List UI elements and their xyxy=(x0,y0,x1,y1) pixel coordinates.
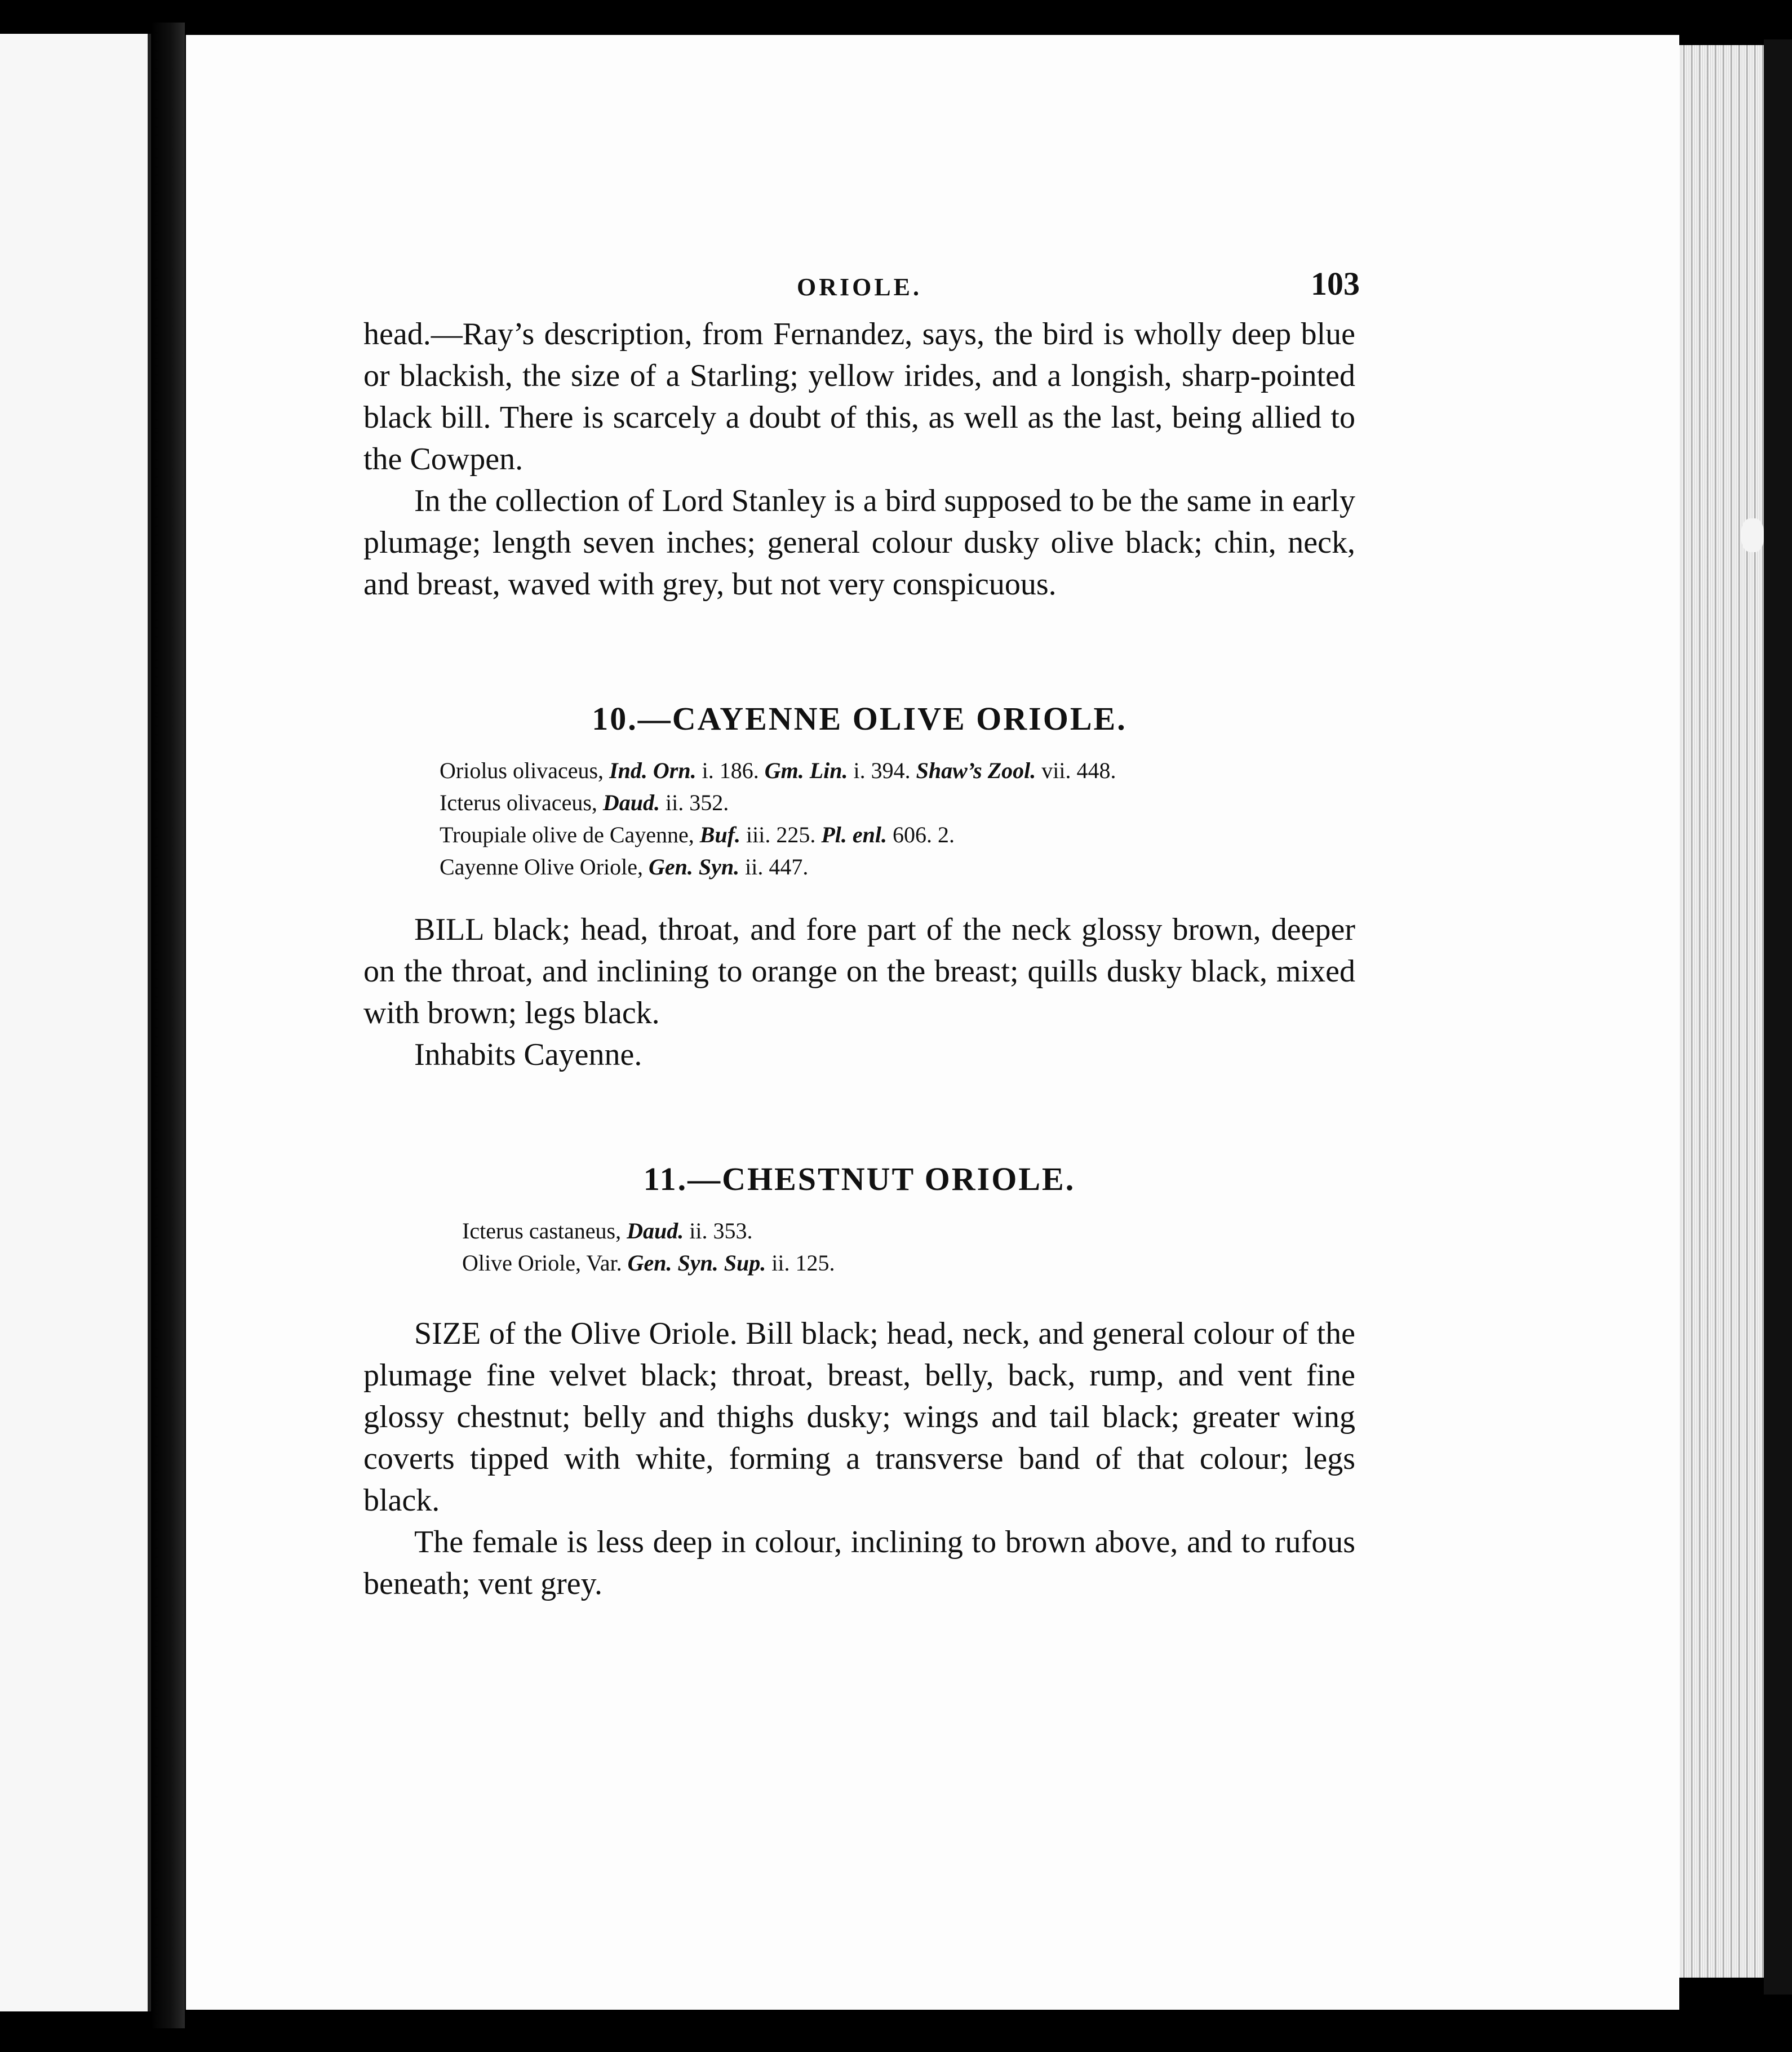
synonym-line: Olive Oriole, Var. Gen. Syn. Sup. ii. 125. xyxy=(462,1250,835,1276)
synonym-line: Icterus castaneus, Daud. ii. 353. xyxy=(462,1218,753,1243)
section-heading: 11.—CHESTNUT ORIOLE. xyxy=(643,1161,1076,1197)
synonym-line: Troupiale olive de Cayenne, Buf. iii. 225. Pl. enl. 606. 2. xyxy=(440,822,955,847)
paragraph: BILL black; head, throat, and fore part of the neck glossy brown, deeper on the throat, and inclining to orange on the breast; quills dusky black, mixed with brown; legs black. xyxy=(363,912,1355,1031)
paragraph: Inhabits Cayenne. xyxy=(414,1037,642,1072)
scan-border xyxy=(1764,39,1792,1995)
paragraph: In the collection of Lord Stanley is a bird supposed to be the same in early plumage; length seven inches; general colour dusky olive black; chin, neck, and breast, waved with grey, but not very conspicuous. xyxy=(363,483,1355,602)
paragraph: SIZE of the Olive Oriole. Bill black; head, neck, and general colour of the plumage fine velvet black; throat, breast, belly, back, rump, and vent fine glossy chestnut; belly and thighs dusky; wings and tail black; greater wing coverts tipped with white, forming a transverse band of that colour; legs black. xyxy=(363,1316,1355,1518)
paragraph: The female is less deep in colour, inclining to brown above, and to rufous beneath; vent grey. xyxy=(363,1525,1355,1601)
running-head xyxy=(363,265,1360,310)
synonym-line: Icterus olivaceus, Daud. ii. 352. xyxy=(440,790,729,815)
section-heading: 10.—CAYENNE OLIVE ORIOLE. xyxy=(592,700,1127,737)
paragraph: head.—Ray’s description, from Fernandez, says, the bird is wholly deep blue or blackish, the size of a Starling; yellow irides, and a longish, sharp-pointed black bill. There is scarcely a doubt of this, as well as the last, being allied to the Cowpen. xyxy=(363,317,1355,477)
scan-speck xyxy=(1741,518,1764,552)
book-gutter xyxy=(151,23,185,2028)
synonym-line: Cayenne Olive Oriole, Gen. Syn. ii. 447. xyxy=(440,854,809,880)
running-head-title: ORIOLE. xyxy=(796,273,922,301)
page-fore-edge xyxy=(1679,45,1764,1978)
synonym-line: Oriolus olivaceus, Ind. Orn. i. 186. Gm. Lin. i. 394. Shaw’s Zool. vii. 448. xyxy=(440,758,1116,783)
page-number: 103 xyxy=(1311,265,1360,302)
synonymy-list xyxy=(363,1215,1355,1279)
page-text xyxy=(363,265,1360,1605)
facing-page-edge xyxy=(0,34,151,2011)
synonymy-list xyxy=(363,754,1355,883)
